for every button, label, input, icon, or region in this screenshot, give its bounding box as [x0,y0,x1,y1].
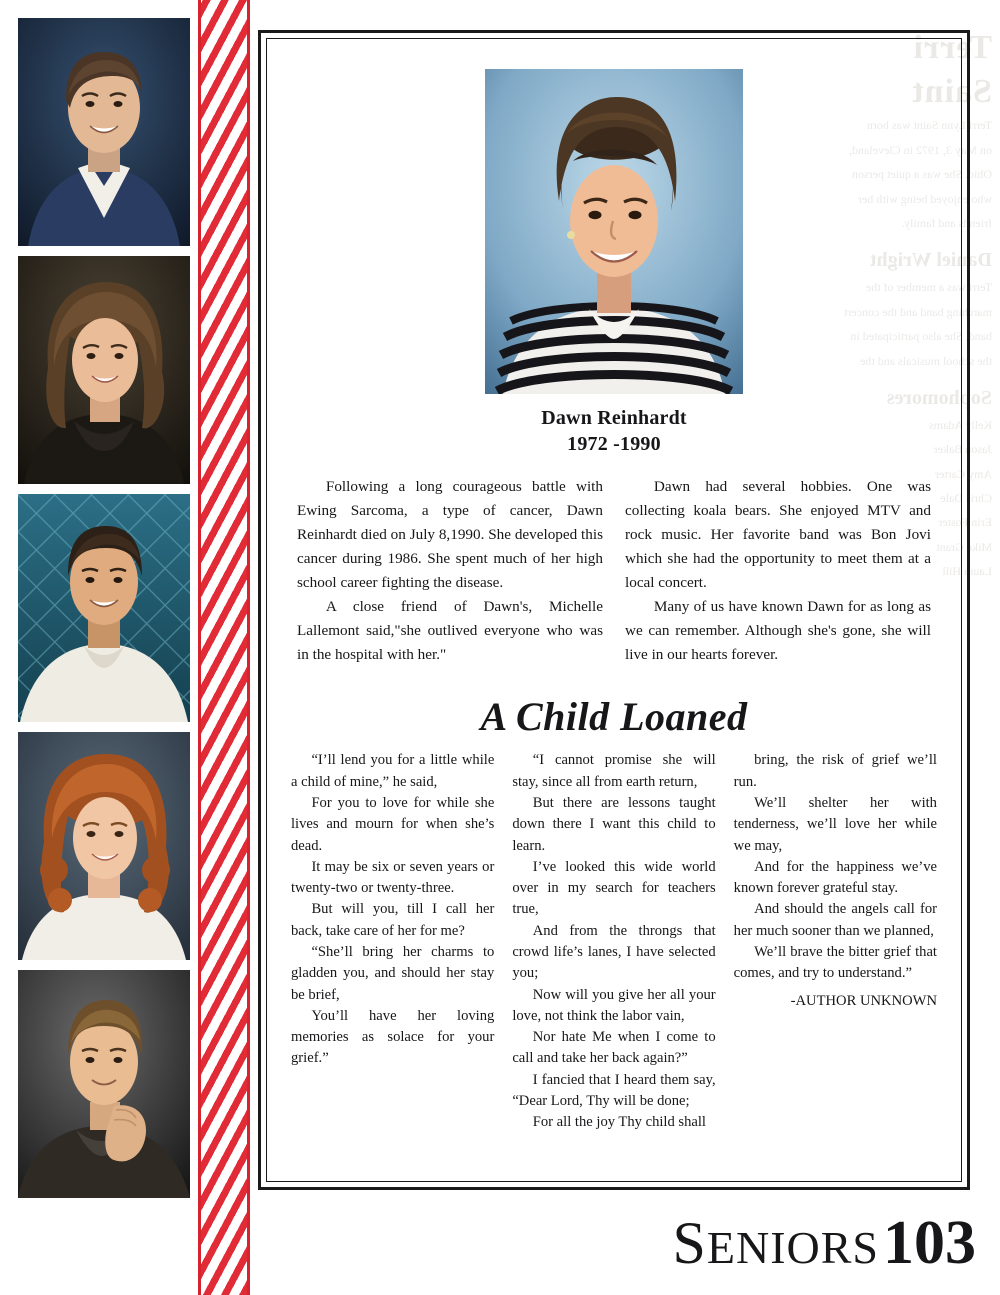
decorative-stripe-divider [198,0,250,1295]
bleed-line-6: Terri was a member of the [865,280,992,295]
bleed-name-4: Chris Dale [940,491,992,506]
footer-section-label [673,1209,880,1278]
poem-line: Now will you give her all your love, not think the labor vain, [512,986,716,1024]
bleed-name-5: Erin Foster [938,515,992,530]
bleed-name-1: Kelly Adams [929,417,992,432]
poem-line: But will you, till I call her back, take care of her for me? [291,901,495,939]
memorial-paragraph: A close friend of Dawn's, Michelle Lallemont said,"she outlived everyone who was in the hospital with her." [297,598,603,664]
footer-drop-cap: S [672,1210,707,1276]
senior-photo-3 [18,494,190,722]
bleed-name-2: Jason Baker [933,442,992,457]
page-border-frame [258,30,970,1190]
poem-author: -AUTHOR UNKNOWN [790,992,937,1009]
poem-line: For you to love for while she lives and mourn for when she’s dead. [291,794,495,854]
bleed-line-2: on May 3, 1972 in Cleveland, [849,142,992,157]
bleed-line-1: Terri Lynn Saint was born [866,118,992,133]
page-content [275,47,953,1173]
bleed-title-1: Terri [912,29,992,66]
memorial-portrait-image [485,69,743,394]
poem-line: “I’ll lend you for a little while a child of mine,” he said, [291,752,495,790]
memorial-name: Dawn Reinhardt [541,407,687,429]
poem-line: I fancied that I heard them say, “Dear Lord, Thy will be done; [512,1071,716,1110]
poem-line: And from the throngs that crowd life’s lanes, I have selected you; [512,922,716,982]
poem-body [291,750,937,1133]
memorial-paragraph: Following a long courageous battle with Ewing Sarcoma, a type of cancer, Dawn Reinhardt died on July 8,1990. She developed this cancer during 1986. She spent much of her high school career fighting the disease. [297,478,603,592]
memorial-portrait-wrapper [485,69,743,394]
memorial-paragraph: Many of us have known Dawn for as long as we can remember. Although she's gone, she will live in our hearts forever. [625,598,931,664]
bleed-name-6: Mike Grant [936,539,992,554]
memorial-paragraph: Dawn had several hobbies. One was collecting koala bears. She enjoyed MTV and rock music. Her favorite band was Bon Jovi which she had the opportunity to meet them at a local concert. [625,478,931,592]
bleed-line-8: band. She also participated in [850,329,992,344]
poem-title: A Child Loaned [480,694,748,740]
bleed-line-9: the school musicals and the [860,353,992,368]
poem-line: We’ll brave the bitter grief that comes, and try to understand.” [733,943,937,982]
senior-photo-3-image [18,494,190,722]
bleed-title-2: Saint [911,72,992,110]
poem-line: It may be six or seven years or twenty-two or twenty-three. [291,858,495,897]
senior-photo-5 [18,970,190,1198]
page-footer [673,1208,977,1279]
poem-line: “I cannot promise she will stay, since all from earth return, [512,752,716,790]
bleed-heading-1: Daniel Wright [869,249,992,272]
bleed-name-7: Laura Hill [942,564,992,579]
senior-photo-5-image [18,970,190,1198]
senior-photo-strip [18,18,190,1208]
poem-line: We’ll shelter her with tenderness, we’ll love her while we may, [733,794,937,854]
bleed-heading-2: Sophomores [886,386,992,409]
memorial-name-block [275,406,953,457]
memorial-portrait [485,69,743,394]
senior-photo-1 [18,18,190,246]
memorial-column-right [625,475,931,667]
poem-line: And for the happiness we’ve known forever grateful stay. [733,858,937,897]
memorial-years: 1972 -1990 [567,432,661,455]
poem-line: You’ll have her loving memories as solace for your grief.” [291,1007,495,1067]
bleed-name-3: Amy Carter [935,466,992,481]
poem-column-3 [734,750,937,1133]
senior-photo-4-image [18,732,190,960]
memorial-column-left [297,475,603,667]
poem-line: For all the joy Thy child shall [532,1114,706,1131]
page-number: 103 [883,1209,976,1277]
senior-photo-2 [18,256,190,484]
memorial-article [297,475,931,667]
bleed-line-4: who enjoyed being with her [858,191,992,206]
poem-line: I’ve looked this wide world over in my search for teachers true, [512,858,716,918]
senior-photo-4 [18,732,190,960]
poem-line: But there are lessons taught down there I want this child to learn. [512,794,716,854]
footer-section-word: ENIORS [706,1222,879,1273]
poem-line: bring, the risk of grief we’ll run. [733,752,937,790]
poem-column-1 [291,750,494,1133]
poem-line: And should the angels call for her much sooner than we planned, [733,901,937,939]
bleed-line-7: marching band and the concert [844,304,992,319]
bleed-line-5: friends and family. [901,215,992,230]
poem-column-2 [512,750,715,1133]
bleed-line-3: Ohio. She was a quiet person [852,167,992,182]
senior-photo-1-image [18,18,190,246]
senior-photo-2-image [18,256,190,484]
poem-line: Nor hate Me when I come to call and take her back again?” [512,1029,716,1067]
poem-line: “She’ll bring her charms to gladden you, and should her stay be brief, [291,943,495,1003]
